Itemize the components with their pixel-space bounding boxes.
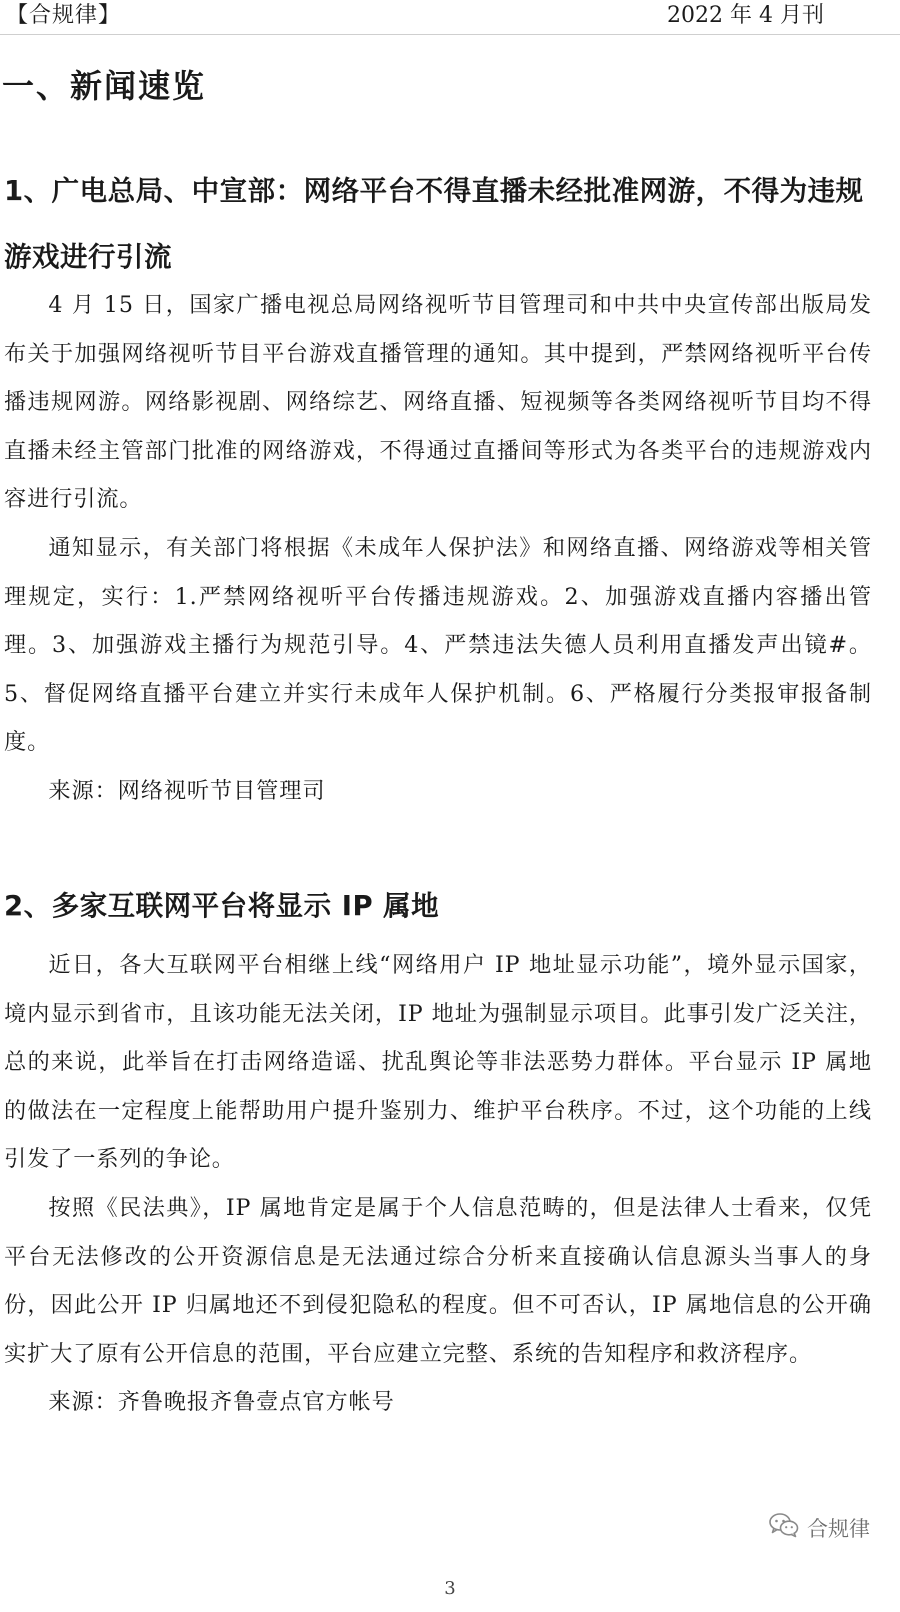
header-publication-name: 【合规律】 bbox=[6, 3, 122, 28]
article-1-body bbox=[4, 281, 872, 816]
header-issue-date: 2022 年 4 月刊 bbox=[667, 3, 824, 28]
article-2-body bbox=[4, 941, 872, 1427]
header-divider bbox=[0, 34, 900, 35]
watermark-account-name: 合规律 bbox=[807, 1516, 870, 1541]
article-1-source: 来源：网络视听节目管理司 bbox=[48, 777, 326, 804]
page-number: 3 bbox=[444, 1578, 456, 1599]
section-title: 一、新闻速览 bbox=[2, 67, 207, 105]
article-2-paragraph-1: 近日，各大互联网平台相继上线“网络用户 IP 地址显示功能”，境外显示国家，境内显示到省市，且该功能无法关闭，IP 地址为强制显示项目。此事引发广泛关注，总的来说，此举旨在打击网络造谣、扰乱舆论等非法恶势力群体。平台显示 IP 属地的做法在一定程度上能帮助用户提升鉴别力、维护平台秩序。不过，这个功能的上线引发了一系列的争论。 bbox=[4, 952, 872, 1173]
wechat-watermark bbox=[769, 1512, 870, 1543]
article-1-title: 1、广电总局、中宣部：网络平台不得直播未经批准网游，不得为违规游戏进行引流 bbox=[4, 175, 864, 273]
wechat-icon bbox=[769, 1512, 799, 1543]
article-1-paragraph-1: 4 月 15 日，国家广播电视总局网络视听节目管理司和中共中央宣传部出版局发布关于加强网络视听节目平台游戏直播管理的通知。其中提到，严禁网络视听平台传播违规网游。网络影视剧、网络综艺、网络直播、短视频等各类网络视听节目均不得直播未经主管部门批准的网络游戏，不得通过直播间等形式为各类平台的违规游戏内容进行引流。 bbox=[4, 292, 872, 513]
article-2-title: 2、多家互联网平台将显示 IP 属地 bbox=[4, 890, 440, 922]
article-2-source: 来源：齐鲁晚报齐鲁壹点官方帐号 bbox=[48, 1389, 395, 1416]
article-2-paragraph-2: 按照《民法典》，IP 属地肯定是属于个人信息范畴的，但是法律人士看来，仅凭平台无法修改的公开资源信息是无法通过综合分析来直接确认信息源头当事人的身份，因此公开 IP 归属地还不到侵犯隐私的程度。但不可否认，IP 属地信息的公开确实扩大了原有公开信息的范围，平台应建立完整、系统的告知程序和救济程序。 bbox=[4, 1194, 872, 1367]
article-1-paragraph-2: 通知显示，有关部门将根据《未成年人保护法》和网络直播、网络游戏等相关管理规定，实行：1.严禁网络视听平台传播违规游戏。2、加强游戏直播内容播出管理。3、加强游戏主播行为规范引导。4、严禁违法失德人员利用直播发声出镜#。5、督促网络直播平台建立并实行未成年人保护机制。6、严格履行分类报审报备制度。 bbox=[4, 534, 872, 756]
